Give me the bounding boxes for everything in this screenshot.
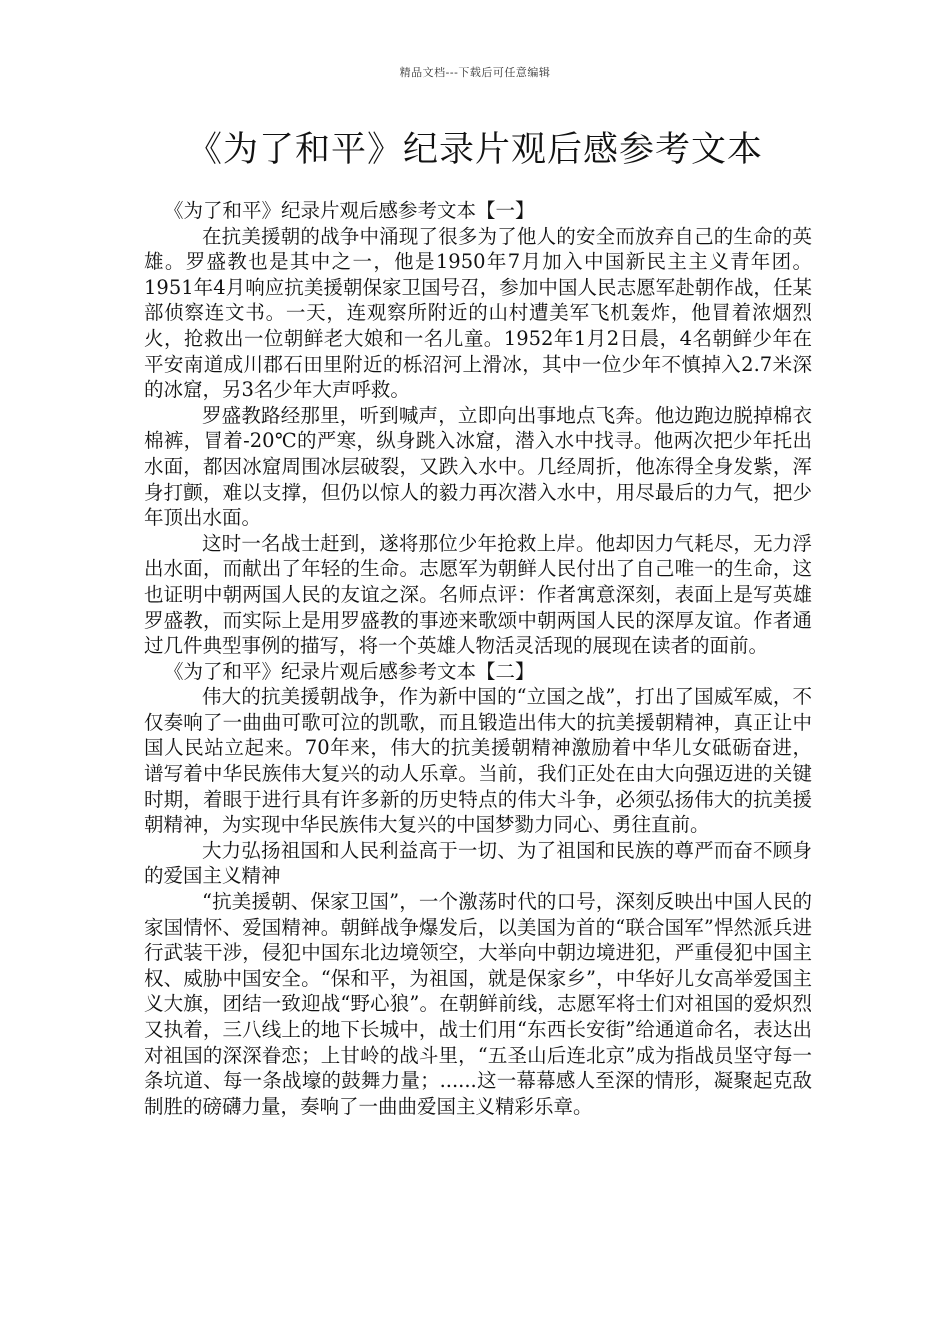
section-heading-1: 《为了和平》纪录片观后感参考文本【一】	[164, 199, 535, 222]
paragraph-subheading: 大力弘扬祖国和人民利益高于一切、为了祖国和民族的尊严而奋不顾身的爱国主义精神	[144, 838, 812, 888]
section-heading-2: 《为了和平》纪录片观后感参考文本【二】	[164, 659, 535, 683]
document-body	[144, 198, 812, 1119]
paragraph: 罗盛教路经那里，听到喊声，立即向出事地点飞奔。他边跑边脱掉棉衣棉裤，冒着-20℃的严寒，纵身跳入冰窟，潜入水中找寻。他两次把少年托出水面，都因冰窟周围冰层破裂，又跌入水中。几经周折，他冻得全身发紫，浑身打颤，难以支撑，但仍以惊人的毅力再次潜入水中，用尽最后的力气，把少年顶出水面。	[144, 403, 812, 530]
paragraph: “抗美援朝、保家卫国”，一个激荡时代的口号，深刻反映出中国人民的家国情怀、爱国精神。朝鲜战争爆发后，以美国为首的“联合国军”悍然派兵进行武装干涉，侵犯中国东北边境领空，大举向中朝边境进犯，严重侵犯中国主权、威胁中国安全。“保和平，为祖国，就是保家乡”，中华好儿女高举爱国主义大旗，团结一致迎战“野心狼”。在朝鲜前线，志愿军将士们对祖国的爱炽烈又执着，三八线上的地下长城中，战士们用“东西长安街”给通道命名，表达出对祖国的深深眷恋；上甘岭的战斗里，“五圣山后连北京”成为指战员坚守每一条坑道、每一条战壕的鼓舞力量；......这一幕幕感人至深的情形，凝聚起克敌制胜的磅礴力量，奏响了一曲曲爱国主义精彩乐章。	[144, 890, 812, 1118]
header-note: 精品文档---下载后可任意编辑	[399, 66, 551, 79]
paragraph: 在抗美援朝的战争中涌现了很多为了他人的安全而放弃自己的生命的英雄。罗盛教也是其中之一，他是1950年7月加入中国新民主主义青年团。1951年4月响应抗美援朝保家卫国号召，参加中国人民志愿军赴朝作战，任某部侦察连文书。一天，连观察所附近的山村遭美军飞机轰炸，他冒着浓烟烈火，抢救出一位朝鲜老大娘和一名儿童。1952年1月2日晨，4名朝鲜少年在平安南道成川郡石田里附近的栎沼河上滑冰，其中一位少年不慎掉入2.7米深的冰窟，另3名少年大声呼救。	[144, 224, 812, 402]
paragraph: 这时一名战士赶到，遂将那位少年抢救上岸。他却因力气耗尽，无力浮出水面，而献出了年轻的生命。志愿军为朝鲜人民付出了自己唯一的生命，这也证明中朝两国人民的友谊之深。名师点评：作者寓意深刻，表面上是写英雄罗盛教，而实际上是用罗盛教的事迹来歌颂中朝两国人民的深厚友谊。作者通过几件典型事例的描写，将一个英雄人物活灵活现的展现在读者的面前。	[144, 531, 812, 658]
document-title: 《为了和平》纪录片观后感参考文本	[186, 130, 763, 170]
paragraph: 伟大的抗美援朝战争，作为新中国的“立国之战”，打出了国威军威，不仅奏响了一曲曲可歌可泣的凯歌，而且锻造出伟大的抗美援朝精神，真正让中国人民站立起来。70年来，伟大的抗美援朝精神激励着中华儿女砥砺奋进，谱写着中华民族伟大复兴的动人乐章。当前，我们正处在由大向强迈进的关键时期，着眼于进行具有许多新的历史特点的伟大斗争，必须弘扬伟大的抗美援朝精神，为实现中华民族伟大复兴的中国梦勠力同心、勇往直前。	[144, 685, 812, 837]
